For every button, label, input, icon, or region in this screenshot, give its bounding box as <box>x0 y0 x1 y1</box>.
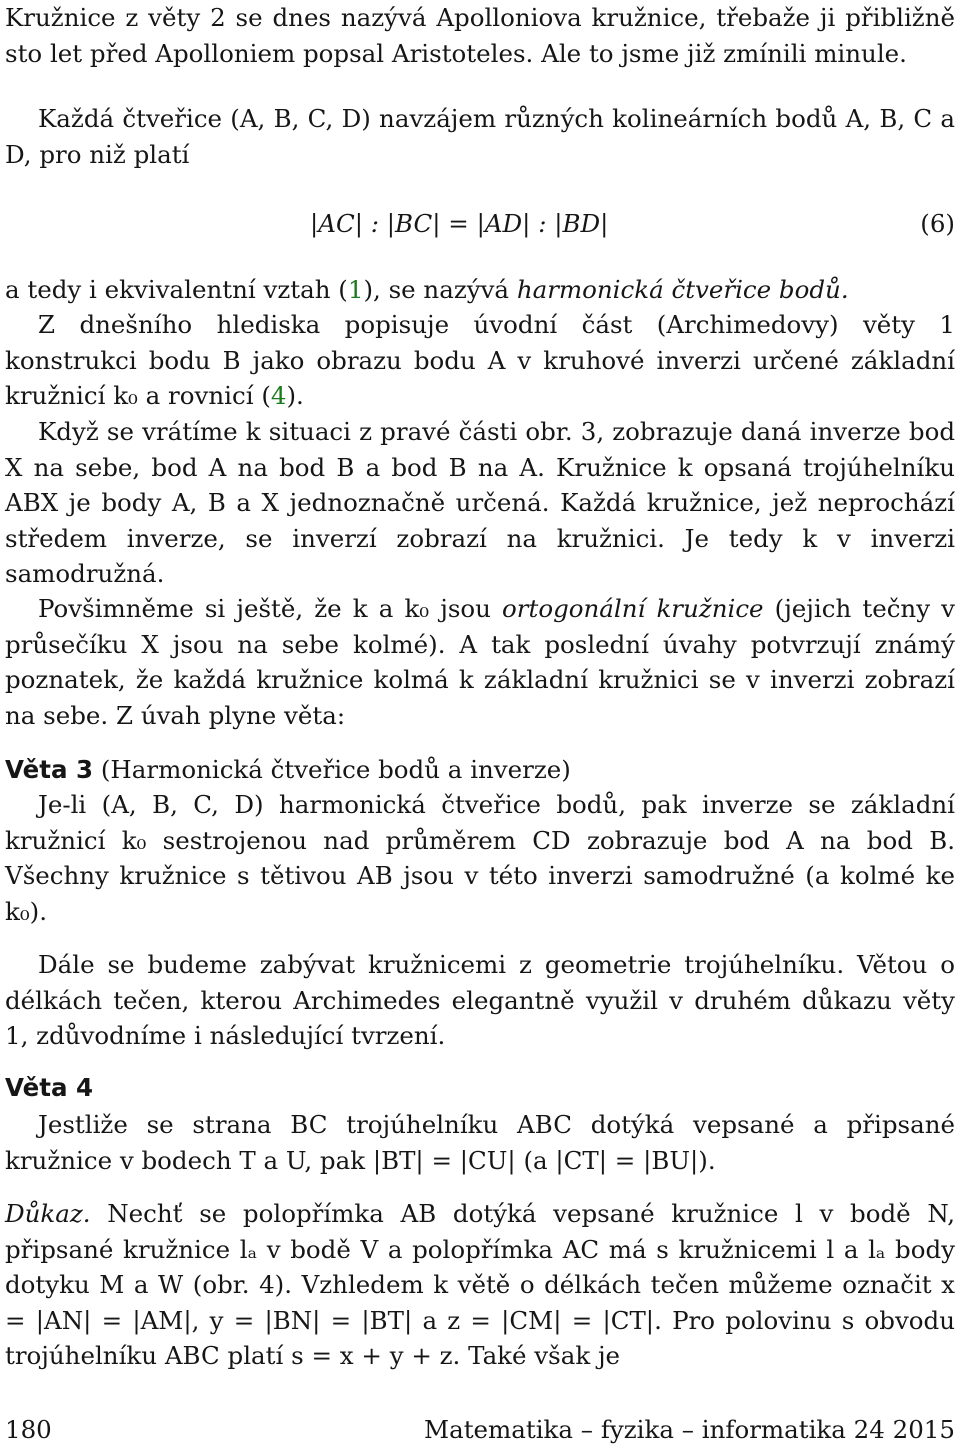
page-number: 180 <box>5 1415 52 1444</box>
theorem-3-body-text: Je-li (A, B, C, D) harmonická čtveřice bodů, pak inverze se základní kružnicí k₀ sestrojenou nad průměrem CD zobrazuje bod A na bod B. Všechny kružnice s tětivou AB jsou v této inverzi samodružné (a kolmé ke k₀). <box>5 790 955 926</box>
paragraph-tangent-lengths <box>5 947 955 1054</box>
proof-body: Nechť se polopřímka AB dotýká vepsané kružnice l v bodě N, připsané kružnice lₐ v bodě V a polopřímka AC má s kružnicemi l a lₐ body dotyku M a W (obr. 4). Vzhledem k větě o délkách tečen můžeme označit x = |AN| = |AM|, y = |BN| = |BT| a z = |CM| = |CT|. Pro polovinu s obvodu trojúhelníku ABC platí s = x + y + z. Také však je <box>5 1199 955 1370</box>
theorem-4-heading <box>5 1070 955 1106</box>
paragraph-quadruple-text: Každá čtveřice (A, B, C, D) navzájem různých kolineárních bodů A, B, C a D, pro niž platí <box>5 104 955 169</box>
text-fragment: Povšimněme si ještě, že k a k₀ jsou <box>38 594 503 623</box>
text-fragment: ). <box>286 381 304 410</box>
proof-label: Důkaz. <box>5 1199 91 1228</box>
theorem-4-label: Věta 4 <box>5 1073 94 1102</box>
equation-body: |AC| : |BC| = |AD| : |BD| <box>310 209 609 238</box>
defined-term: ortogonální kružnice <box>502 594 764 623</box>
equation-number: (6) <box>920 209 955 238</box>
page-footer <box>5 1412 955 1448</box>
text-fragment: Z dnešního hlediska popisuje úvodní část (Archimedovy) věty 1 konstrukci bodu B jako obrazu bodu A v kruhové inverzi určené základní kružnicí k₀ a rovnicí ( <box>5 310 955 410</box>
defined-term: harmonická čtveřice bodů. <box>516 275 849 304</box>
theorem-3-body <box>5 787 955 929</box>
paragraph-apollonius-text: Kružnice z věty 2 se dnes nazývá Apolloniova kružnice, třebaže ji přibližně sto let před Apolloniem popsal Aristoteles. Ale to jsme již zmínili minule. <box>5 3 955 68</box>
theorem-4-body-text: Jestliže se strana BC trojúhelníku ABC dotýká vepsané a připsané kružnice v bodech T a U, pak |BT| = |CU| (a |CT| = |BU|). <box>5 1110 955 1175</box>
paragraph-tangent-lengths-text: Dále se budeme zabývat kružnicemi z geometrie trojúhelníku. Větou o délkách tečen, kterou Archimedes elegantně využil v druhém důkazu věty 1, zdůvodníme i následující tvrzení. <box>5 950 955 1050</box>
text-fragment: ), se nazývá <box>363 275 517 304</box>
paragraph-orthogonal <box>5 591 955 733</box>
theorem-3-label: Věta 3 <box>5 755 94 784</box>
theorem-3-title: (Harmonická čtveřice bodů a inverze) <box>93 755 571 784</box>
text-fragment: a tedy i ekvivalentní vztah ( <box>5 275 348 304</box>
paragraph-apollonius <box>5 0 955 71</box>
journal-title: Matematika – fyzika – informatika 24 2015 <box>424 1415 955 1444</box>
paragraph-quadruple <box>5 101 955 172</box>
proof <box>5 1196 955 1374</box>
equation-6 <box>5 206 955 242</box>
paragraph-situation-text: Když se vrátíme k situaci z pravé části obr. 3, zobrazuje daná inverze bod X na sebe, bod A na bod B a bod B na A. Kružnice k opsaná trojúhelníku ABX je body A, B a X jednoznačně určená. Každá kružnice, jež neprochází středem inverze, se inverzí zobrazí na kružnici. Je tedy k v inverzi samodružná. <box>5 417 955 588</box>
theorem-3-heading <box>5 752 955 788</box>
text-fragment: (jejich tečny v průsečíku X jsou na sebe kolmé). A tak poslední úvahy potvrzují známý poznatek, že každá kružnice kolmá k základní kružnici se v inverzi zobrazí na sebe. Z úvah plyne věta: <box>5 594 955 730</box>
paragraph-harmonic-def <box>5 272 955 308</box>
theorem-4-body <box>5 1107 955 1178</box>
equation-reference-link[interactable]: 4 <box>270 381 287 410</box>
paragraph-inversion-view <box>5 307 955 414</box>
equation-reference-link[interactable]: 1 <box>347 275 364 304</box>
paragraph-situation <box>5 414 955 592</box>
